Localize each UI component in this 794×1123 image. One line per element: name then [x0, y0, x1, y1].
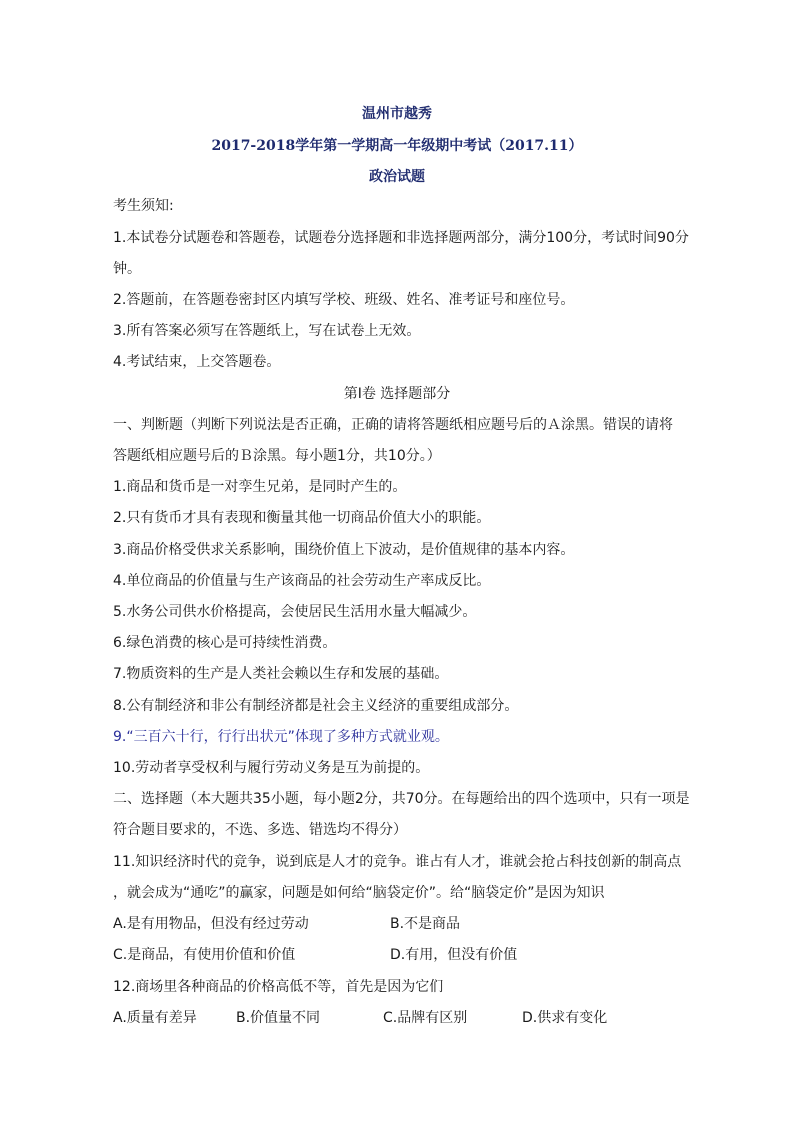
judge-item-4: 4.单位商品的价值量与生产该商品的社会劳动生产率成反比。: [113, 573, 491, 589]
judge-item-2: 2.只有货币才具有表现和衡量其他一切商品价值大小的职能。: [113, 510, 491, 526]
judge-item-7: 7.物质资料的生产是人类社会赖以生存和发展的基础。: [113, 666, 449, 682]
judge-instruction-cont: 答题纸相应题号后的Ｂ涂黑。每小题1分，共10分。）: [113, 448, 441, 464]
judge-item-3: 3.商品价格受供求关系影响，围绕价值上下波动，是价值规律的基本内容。: [113, 542, 575, 558]
part-1-title: 第Ⅰ卷 选择题部分: [343, 386, 451, 402]
q11-option-a: A.是有用物品，但没有经过劳动: [113, 916, 309, 932]
notice-item-4: 4.考试结束，上交答题卷。: [113, 354, 281, 370]
subject-title: 政治试题: [369, 169, 425, 185]
school-title: 温州市越秀: [362, 106, 432, 122]
notice-item-1-cont: 钟。: [113, 261, 141, 277]
judge-item-6: 6.绿色消费的核心是可持续性消费。: [113, 635, 337, 651]
judge-item-1: 1.商品和货币是一对孪生兄弟，是同时产生的。: [113, 479, 407, 495]
question-11-cont: ，就会成为“通吃”的赢家，问题是如何给“脑袋定价”。给“脑袋定价”是因为知识: [113, 885, 605, 901]
notice-item-2: 2.答题前，在答题卷密封区内填写学校、班级、姓名、准考证号和座位号。: [113, 292, 575, 308]
notice-title: 考生须知:: [113, 198, 174, 214]
question-12: 12.商场里各种商品的价格高低不等，首先是因为它们: [113, 979, 444, 995]
q11-option-c: C.是商品，有使用价值和价值: [113, 947, 296, 963]
judge-item-5: 5.水务公司供水价格提高，会使居民生活用水量大幅减少。: [113, 604, 477, 620]
judge-item-9: 9.“三百六十行，行行出状元”体现了多种方式就业观。: [113, 729, 449, 745]
question-11: 11.知识经济时代的竞争，说到底是人才的竞争。谁占有人才，谁就会抢占科技创新的制高点: [113, 854, 682, 870]
notice-item-3: 3.所有答案必须写在答题纸上，写在试卷上无效。: [113, 323, 421, 339]
choice-instruction-cont: 符合题目要求的，不选、多选、错选均不得分）: [113, 822, 407, 838]
q11-option-b: B.不是商品: [390, 916, 461, 932]
exam-title: 2017-2018学年第一学期高一年级期中考试（2017.11）: [211, 138, 583, 154]
q12-option-b: B.价值量不同: [236, 1010, 321, 1026]
judge-item-10: 10.劳动者享受权利与履行劳动义务是互为前提的。: [113, 760, 430, 776]
judge-item-8: 8.公有制经济和非公有制经济都是社会主义经济的重要组成部分。: [113, 698, 519, 714]
q12-option-d: D.供求有变化: [522, 1010, 608, 1026]
notice-item-1: 1.本试卷分试题卷和答题卷，试题卷分选择题和非选择题两部分，满分100分，考试时间90分: [113, 230, 689, 246]
judge-instruction: 一、判断题（判断下列说法是否正确，正确的请将答题纸相应题号后的Ａ涂黑。错误的请将: [113, 417, 673, 433]
q12-option-a: A.质量有差异: [113, 1010, 197, 1026]
choice-instruction: 二、选择题（本大题共35小题，每小题2分，共70分。在每题给出的四个选项中，只有一项是: [113, 791, 690, 807]
q11-option-d: D.有用，但没有价值: [390, 947, 518, 963]
q12-option-c: C.品牌有区别: [383, 1010, 468, 1026]
